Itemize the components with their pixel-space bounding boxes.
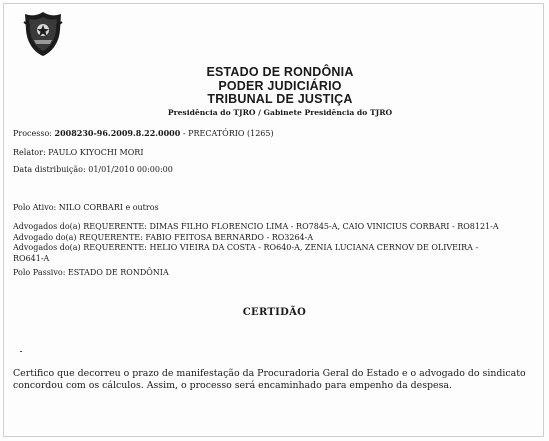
lawyers-line: RO641-A [13,253,50,263]
document-header [120,66,440,118]
lawyers-line: Advogado do(a) REQUERENTE: FABIO FEITOSA BERNARDO - RO3264-A [13,232,314,242]
polo-ativo-line: Polo Ativo: NILO CORBARI e outros [13,203,159,212]
distribution-date-line: Data distribuição: 01/01/2010 00:00:00 [13,165,173,174]
lawyers-line: Advogados do(a) REQUERENTE: DIMAS FILHO FLORENCIO LIMA - RO7845-A, CAIO VINICIUS CORBARI - RO8121-A [13,222,499,231]
certidao-body-line: Certifico que decorreu o prazo de manifestação da Procuradoria Geral do Estado e o advogado do sindicato [13,368,526,379]
certidao-body [13,368,533,391]
polo-passivo-line: Polo Passivo: ESTADO DE RONDÔNIA [13,268,169,277]
process-label: Processo: [13,129,55,138]
certidao-body-line: concordou com os cálculos. Assim, o processo será encaminhado para empenho da despesa. [13,379,452,391]
header-state: ESTADO DE RONDÔNIA [206,65,354,79]
lawyers-block [13,222,499,264]
header-power: PODER JUDICIÁRIO [218,78,342,93]
process-number: 2008230-96.2009.8.22.0000 [54,128,181,138]
scan-speck [20,351,22,352]
process-type: - PRECATÓRIO (1265) [180,129,274,138]
header-court: TRIBUNAL DE JUSTIÇA [207,92,353,106]
header-department: Presidência do TJRO / Gabinete Presidência do TJRO [167,107,393,117]
lawyers-line: Advogados do(a) REQUERENTE: HELIO VIEIRA DA COSTA - RO640-A, ZENIA LUCIANA CERNOV DE OLIVEIRA - [13,243,479,252]
certidao-title: CERTIDÃO [242,307,307,318]
process-line [13,128,274,140]
relator-line: Relator: PAULO KIYOCHI MORI [13,148,144,157]
state-emblem-icon [22,10,64,58]
